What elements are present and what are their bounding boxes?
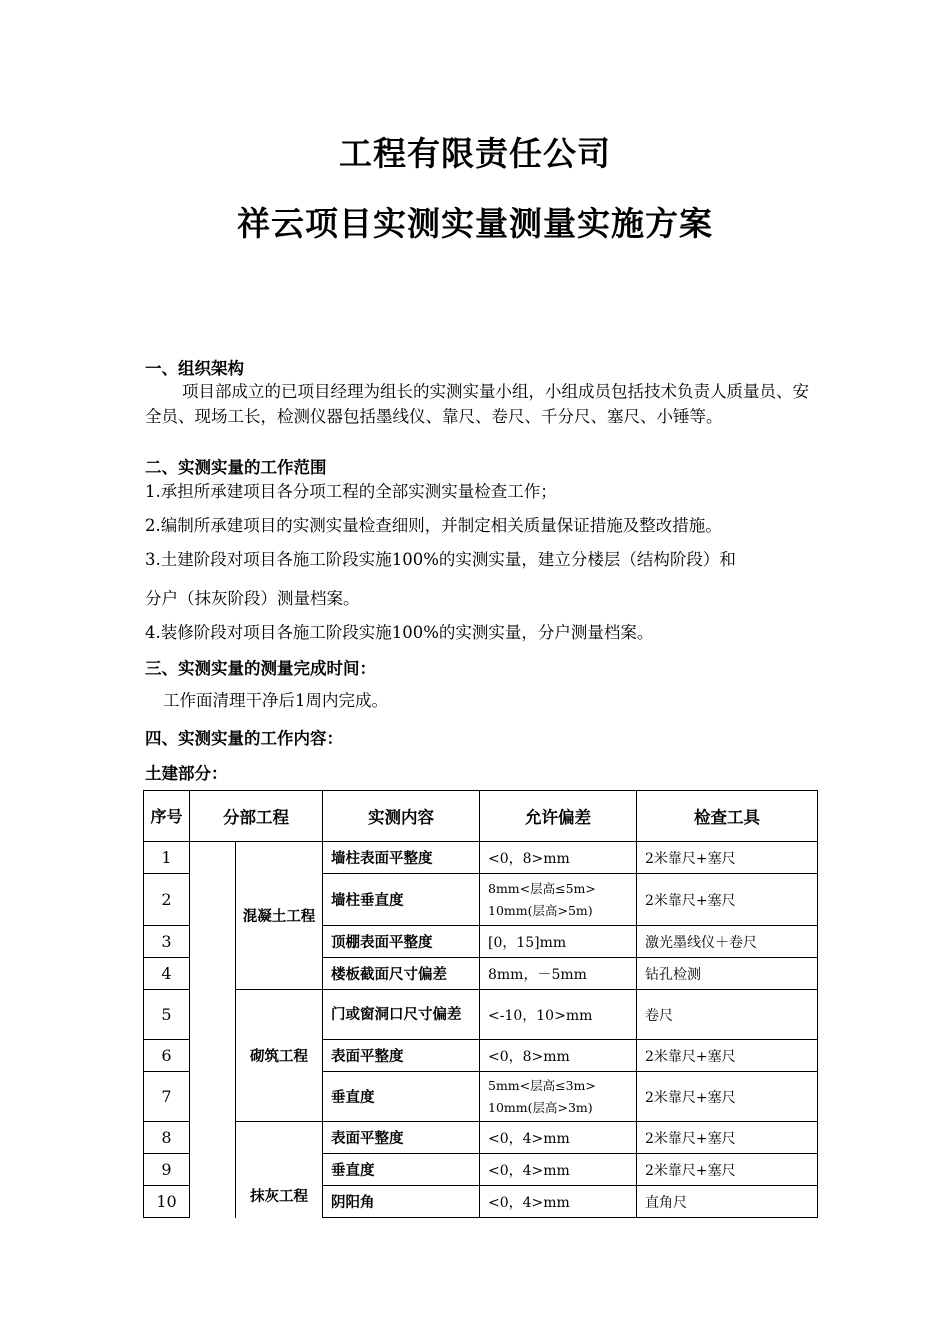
table-header-row bbox=[144, 791, 818, 842]
row-item: 墙柱表面平整度 bbox=[323, 842, 480, 874]
document-title: 祥云项目实测实量测量实施方案 bbox=[237, 204, 713, 243]
header-division: 分部工程 bbox=[190, 791, 323, 842]
row-tool: 2米靠尺+塞尺 bbox=[637, 1072, 818, 1122]
row-no: 5 bbox=[144, 990, 190, 1040]
measurement-table bbox=[143, 790, 818, 1218]
row-tool: 钻孔检测 bbox=[637, 958, 818, 990]
row-tool: 2米靠尺+塞尺 bbox=[637, 842, 818, 874]
row-tool: 2米靠尺+塞尺 bbox=[637, 874, 818, 926]
row-tolerance: <0，4>mm bbox=[480, 1154, 637, 1186]
row-tool: 直角尺 bbox=[637, 1186, 818, 1218]
row-no: 1 bbox=[144, 842, 190, 874]
row-item: 垂直度 bbox=[323, 1154, 480, 1186]
table-row bbox=[144, 842, 818, 874]
row-tolerance: <0，4>mm bbox=[480, 1122, 637, 1154]
section-3-paragraph: 工作面清理干净后1周内完成。 bbox=[163, 691, 388, 710]
row-item: 楼板截面尺寸偏差 bbox=[323, 958, 480, 990]
tolerance-line-a: 8mm<层高≤5m> bbox=[488, 880, 596, 896]
section-4-heading: 四、实测实量的工作内容： bbox=[145, 729, 343, 748]
row-tool: 激光墨线仪＋卷尺 bbox=[637, 926, 818, 958]
row-item: 垂直度 bbox=[323, 1072, 480, 1122]
row-tolerance: <-10，10>mm bbox=[480, 990, 637, 1040]
row-item: 阴阳角 bbox=[323, 1186, 480, 1218]
group-masonry: 砌筑工程 bbox=[236, 990, 323, 1122]
section-1-paragraph: 项目部成立的已项目经理为组长的实测实量小组，小组成员包括技术负责人质量员、安全员、现场工长，检测仪器包括墨线仪、靠尺、卷尺、千分尺、塞尺、小锤等。 bbox=[145, 382, 809, 426]
row-no: 3 bbox=[144, 926, 190, 958]
section-2-heading: 二、实测实量的工作范围 bbox=[145, 458, 327, 477]
row-no: 6 bbox=[144, 1040, 190, 1072]
group-plaster: 抹灰工程 bbox=[236, 1122, 323, 1218]
header-item: 实测内容 bbox=[323, 791, 480, 842]
row-item: 门或窗洞口尺寸偏差 bbox=[323, 990, 480, 1040]
outer-group-cell bbox=[190, 842, 236, 1218]
row-no: 9 bbox=[144, 1154, 190, 1186]
row-item: 表面平整度 bbox=[323, 1040, 480, 1072]
row-tolerance: <0，4>mm bbox=[480, 1186, 637, 1218]
row-tool: 2米靠尺+塞尺 bbox=[637, 1154, 818, 1186]
row-tolerance bbox=[480, 874, 637, 926]
tolerance-line-b: 10mm(层高>3m) bbox=[488, 1099, 593, 1115]
header-tolerance: 允许偏差 bbox=[480, 791, 637, 842]
row-tolerance: 8mm，－5mm bbox=[480, 958, 637, 990]
section-1-heading: 一、组织架构 bbox=[145, 359, 244, 378]
section-2-item-1: 1.承担所承建项目各分项工程的全部实测实量检查工作； bbox=[145, 482, 557, 501]
row-item: 表面平整度 bbox=[323, 1122, 480, 1154]
row-tool: 卷尺 bbox=[637, 990, 818, 1040]
section-2-item-4: 4.装修阶段对项目各施工阶段实施100%的实测实量，分户测量档案。 bbox=[145, 623, 654, 642]
company-title: 工程有限责任公司 bbox=[339, 134, 611, 173]
section-4-subheading: 土建部分： bbox=[145, 764, 228, 783]
tolerance-line-b: 10mm(层高>5m) bbox=[488, 902, 593, 918]
header-tool: 检查工具 bbox=[637, 791, 818, 842]
row-no: 8 bbox=[144, 1122, 190, 1154]
row-no: 2 bbox=[144, 874, 190, 926]
row-item: 墙柱垂直度 bbox=[323, 874, 480, 926]
row-tolerance: [0，15]mm bbox=[480, 926, 637, 958]
row-tolerance: <0，8>mm bbox=[480, 842, 637, 874]
section-3-heading: 三、实测实量的测量完成时间： bbox=[145, 659, 376, 678]
row-tolerance: <0，8>mm bbox=[480, 1040, 637, 1072]
section-2-item-3a: 3.土建阶段对项目各施工阶段实施100%的实测实量，建立分楼层（结构阶段）和 bbox=[145, 550, 736, 569]
row-no: 10 bbox=[144, 1186, 190, 1218]
row-no: 4 bbox=[144, 958, 190, 990]
row-tool: 2米靠尺+塞尺 bbox=[637, 1040, 818, 1072]
group-concrete: 混凝土工程 bbox=[236, 842, 323, 990]
section-2-item-3b: 分户（抹灰阶段）测量档案。 bbox=[145, 589, 360, 608]
tolerance-line-a: 5mm<层高≤3m> bbox=[488, 1077, 596, 1093]
row-item: 顶棚表面平整度 bbox=[323, 926, 480, 958]
table-row bbox=[144, 1122, 818, 1154]
row-tolerance bbox=[480, 1072, 637, 1122]
row-no: 7 bbox=[144, 1072, 190, 1122]
row-tool: 2米靠尺+塞尺 bbox=[637, 1122, 818, 1154]
header-no: 序号 bbox=[144, 791, 190, 842]
table-row bbox=[144, 990, 818, 1040]
section-2-item-2: 2.编制所承建项目的实测实量检查细则，并制定相关质量保证措施及整改措施。 bbox=[145, 516, 722, 535]
